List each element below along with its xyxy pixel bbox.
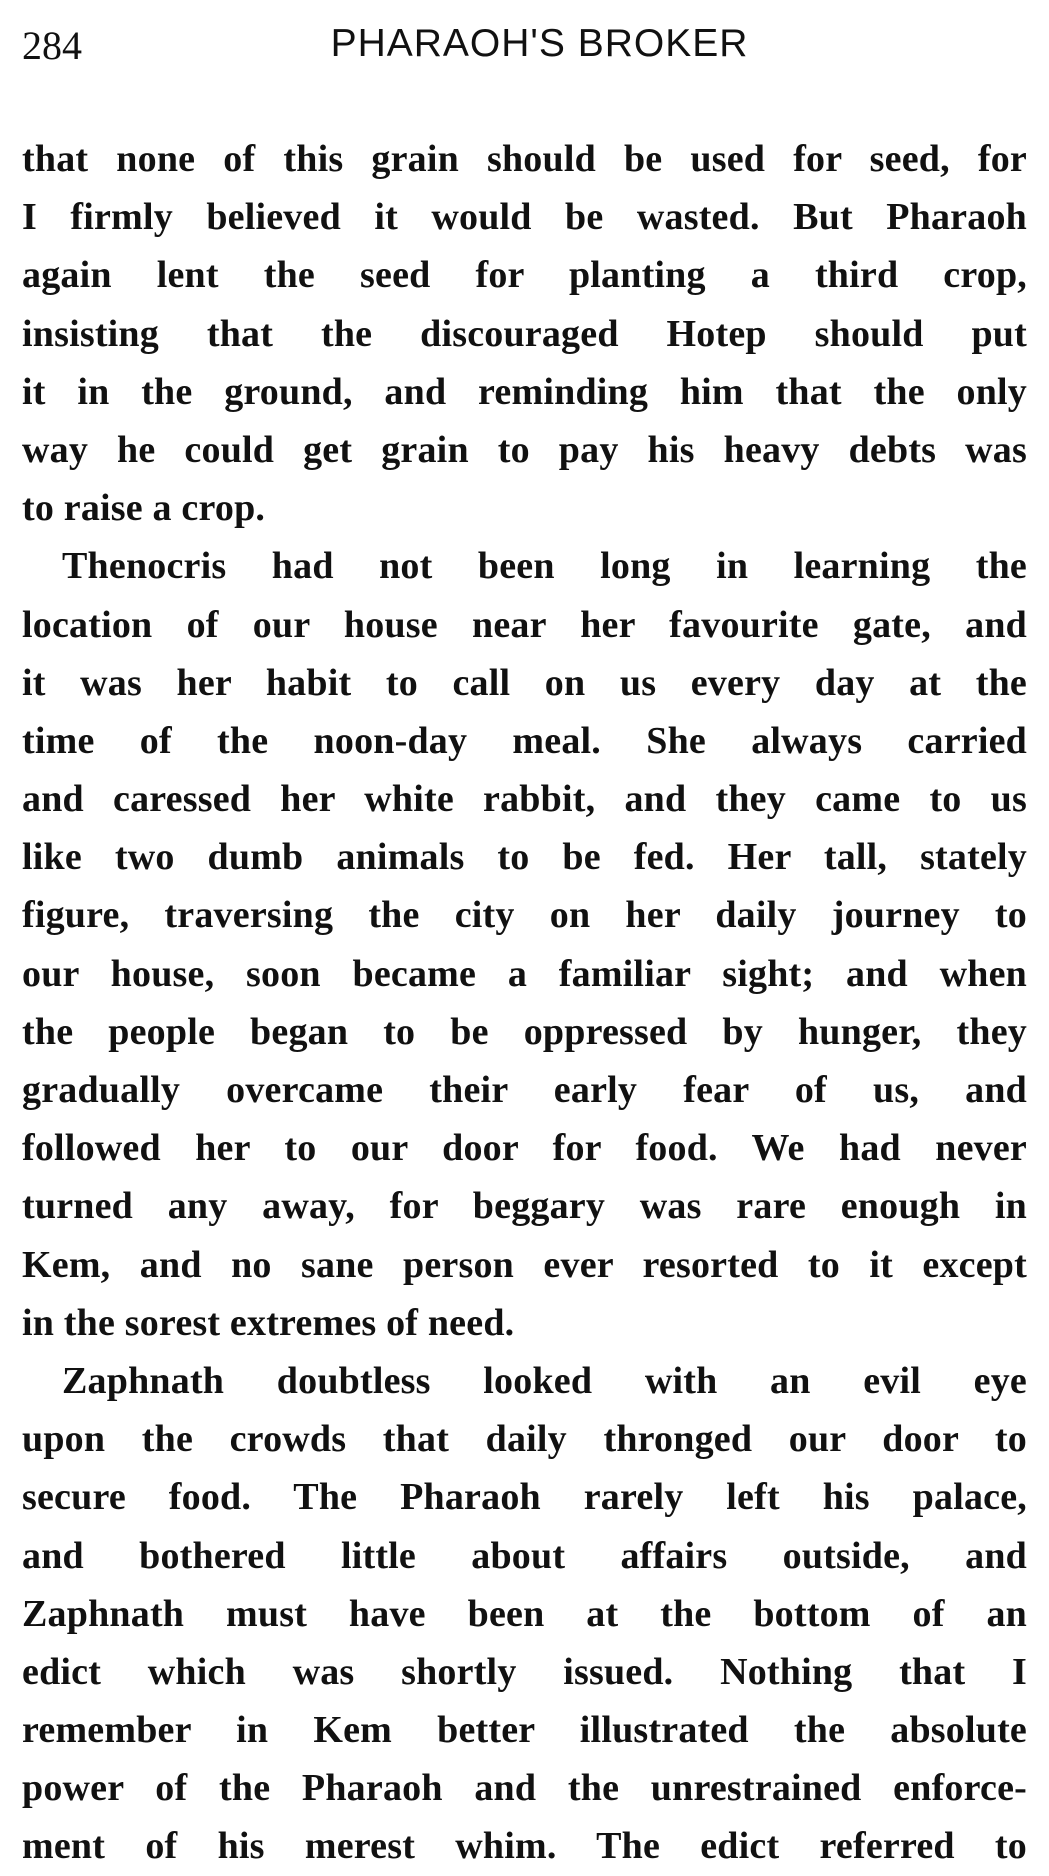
text-line: it was her habit to call on us every day at the <box>22 661 1027 704</box>
text-line: gradually overcame their early fear of us, and <box>22 1069 1027 1111</box>
text-line: time of the noon-day meal. She always carried <box>22 719 1027 762</box>
paragraph <box>22 130 1027 537</box>
text-line: our house, soon became a familiar sight; and when <box>22 952 1027 995</box>
text-line: and caressed her white rabbit, and they came to us <box>22 778 1027 821</box>
running-title: PHARAOH'S BROKER <box>330 22 749 65</box>
body-text <box>22 130 1027 1876</box>
text-line: and bothered little about affairs outside, and <box>22 1534 1027 1577</box>
text-line: that none of this grain should be used for seed, for <box>22 138 1027 180</box>
running-header <box>22 14 1027 76</box>
text-line: figure, traversing the city on her daily journey to <box>22 894 1027 937</box>
text-line: to raise a crop. <box>22 487 266 530</box>
text-line: Zaphnath doubtless looked with an evil eye <box>62 1359 1027 1402</box>
text-line: upon the crowds that daily thronged our door to <box>22 1418 1027 1461</box>
text-line: like two dumb animals to be fed. Her tall, stately <box>22 836 1027 879</box>
paragraph <box>22 1352 1027 1876</box>
paragraph <box>22 537 1027 1352</box>
text-line: location of our house near her favourite gate, and <box>22 603 1027 646</box>
text-line: way he could get grain to pay his heavy debts was <box>22 428 1027 471</box>
text-line: Kem, and no sane person ever resorted to it except <box>22 1243 1027 1286</box>
text-line: turned any away, for beggary was rare enough in <box>22 1185 1027 1228</box>
text-line: Zaphnath must have been at the bottom of an <box>22 1592 1027 1635</box>
text-line: it in the ground, and reminding him that the only <box>22 370 1027 413</box>
text-line: insisting that the discouraged Hotep should put <box>22 312 1027 355</box>
text-line: remember in Kem better illustrated the absolute <box>22 1709 1027 1752</box>
text-line: power of the Pharaoh and the unrestrained enforce- <box>22 1767 1027 1810</box>
text-line: edict which was shortly issued. Nothing that I <box>22 1650 1027 1693</box>
text-line: ment of his merest whim. The edict referred to <box>22 1825 1027 1868</box>
text-line: followed her to our door for food. We had never <box>22 1127 1027 1170</box>
text-line: the people began to be oppressed by hunger, they <box>22 1010 1027 1053</box>
text-line: I firmly believed it would be wasted. But Pharaoh <box>22 196 1027 239</box>
text-line: secure food. The Pharaoh rarely left his palace, <box>22 1476 1027 1519</box>
text-line: Thenocris had not been long in learning the <box>62 545 1027 588</box>
text-line: in the sorest extremes of need. <box>22 1301 515 1344</box>
book-page <box>22 14 1027 1876</box>
page-number: 284 <box>22 23 82 68</box>
text-line: again lent the seed for planting a third crop, <box>22 254 1027 297</box>
